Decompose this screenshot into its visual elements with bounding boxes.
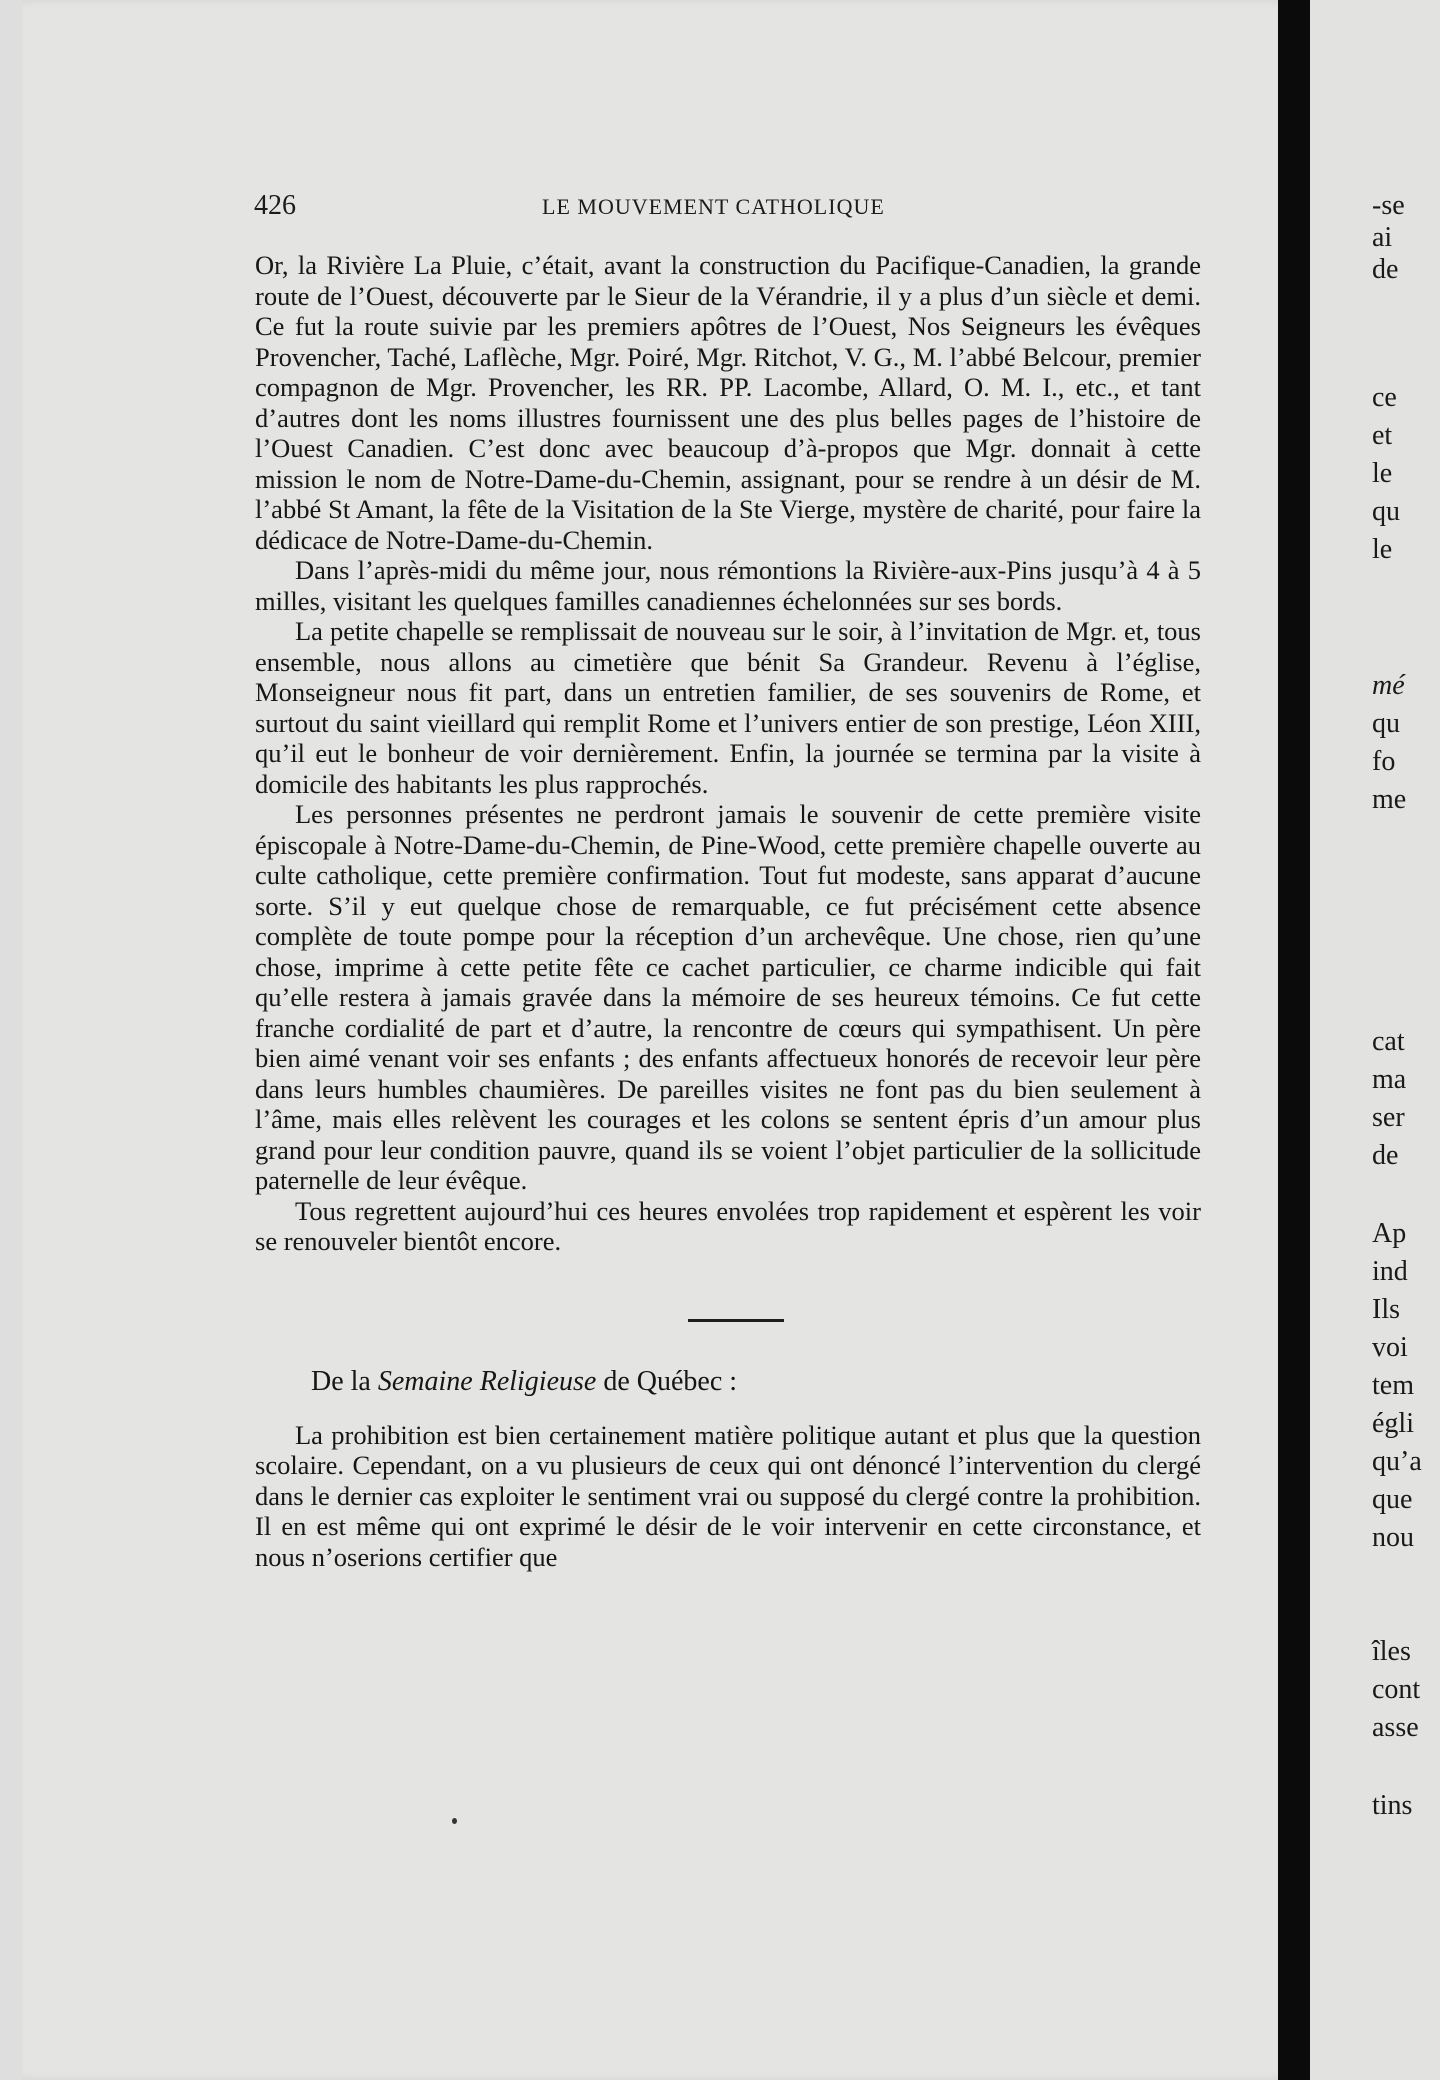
facing-fragment: ser bbox=[1372, 1102, 1405, 1133]
facing-fragment: mé bbox=[1372, 670, 1405, 701]
facing-fragment: fo bbox=[1372, 746, 1396, 777]
page-gutter bbox=[1278, 0, 1310, 2080]
body-text bbox=[255, 250, 1201, 1572]
facing-fragment: qu bbox=[1372, 708, 1400, 739]
paragraph: Les personnes présentes ne perdront jamais le souvenir de cette première visite épiscopale à Notre-Dame-du-Chemin, de Pine-Wood, cette première chapelle ouverte au culte catholique, cette première confirmation. Tout fut modeste, sans apparat d’aucune sorte. S’il y eut quelque chose de remarquable, ce fut précisément cette absence complète de toute pompe pour la réception d’un archevêque. Une chose, rien qu’une chose, imprime à cette petite fête ce cachet particulier, ce charme indicible qui fait qu’elle restera à jamais gravée dans la mémoire de ses heureux témoins. Ce fut cette franche cordialité de part et d’autre, la rencontre de cœurs qui sympathisent. Un père bien aimé venant voir ses enfants ; des enfants affectueux honorés de recevoir leur père dans leurs humbles chaumières. De pareilles visites ne font pas du bien seulement à l’âme, mais elles relèvent les courages et les colons se sentent épris d’un amour plus grand pour leur condition pauvre, quand ils se voient l’objet particulier de la sollicitude paternelle de leur évêque. bbox=[255, 799, 1201, 1195]
facing-fragment: ce bbox=[1372, 382, 1397, 413]
source-line bbox=[255, 1366, 1201, 1398]
document-page bbox=[22, 0, 1290, 2080]
ink-speck bbox=[452, 1818, 457, 1824]
facing-fragment: le bbox=[1372, 534, 1393, 565]
paragraph: Tous regrettent aujourd’hui ces heures envolées trop rapidement et espèrent les voir se renouveler bientôt encore. bbox=[255, 1195, 1201, 1256]
facing-fragment: de bbox=[1372, 1140, 1399, 1171]
section-divider bbox=[688, 1319, 784, 1322]
facing-fragment: ma bbox=[1372, 1064, 1407, 1095]
facing-fragment: nou bbox=[1372, 1522, 1414, 1553]
page-header bbox=[22, 190, 1290, 224]
facing-fragment: le bbox=[1372, 458, 1393, 489]
facing-fragment: Ap bbox=[1372, 1218, 1407, 1249]
paragraph: Dans l’après-midi du même jour, nous rémontions la Rivière-aux-Pins jusqu’à 4 à 5 milles, visitant les quelques familles canadiennes échelonnées sur ses bords. bbox=[255, 555, 1201, 616]
facing-fragment: qu bbox=[1372, 496, 1400, 527]
source-suffix: de Québec : bbox=[596, 1365, 738, 1397]
source-prefix: De la bbox=[311, 1365, 378, 1397]
facing-fragment: -se bbox=[1372, 190, 1405, 221]
facing-fragment: cont bbox=[1372, 1674, 1421, 1705]
facing-fragment: qu’a bbox=[1372, 1446, 1422, 1477]
page-number: 426 bbox=[254, 190, 296, 221]
facing-fragment: cat bbox=[1372, 1026, 1405, 1057]
publication-name: Semaine Religieuse bbox=[377, 1365, 597, 1397]
facing-fragment: Ils bbox=[1372, 1294, 1400, 1325]
facing-fragment: de bbox=[1372, 254, 1399, 285]
facing-fragment: voi bbox=[1372, 1332, 1408, 1363]
facing-fragment: que bbox=[1372, 1484, 1413, 1515]
running-title: LE MOUVEMENT CATHOLIQUE bbox=[542, 194, 885, 219]
facing-fragment: ai bbox=[1372, 222, 1393, 253]
facing-page bbox=[1310, 0, 1440, 2080]
facing-fragment: et bbox=[1372, 420, 1393, 451]
paragraph: Or, la Rivière La Pluie, c’était, avant la construction du Pacifique-Canadien, la grande route de l’Ouest, découverte par le Sieur de la Vérandrie, il y a plus d’un siècle et demi. Ce fut la route suivie par les premiers apôtres de l’Ouest, Nos Seigneurs les évêques Provencher, Taché, Laflèche, Mgr. Poiré, Mgr. Ritchot, V. G., M. l’abbé Belcour, premier compagnon de Mgr. Provencher, les RR. PP. Lacombe, Allard, O. M. I., etc., et tant d’autres dont les noms illustres fournissent une des plus belles pages de l’histoire de l’Ouest Canadien. C’est donc avec beaucoup d’à-propos que Mgr. donnait à cette mission le nom de Notre-Dame-du-Chemin, assignant, pour se rendre à un désir de M. l’abbé St Amant, la fête de la Visitation de la Ste Vierge, mystère de charité, pour faire la dédicace de Notre-Dame-du-Chemin. bbox=[255, 250, 1201, 555]
facing-fragment: tins bbox=[1372, 1790, 1413, 1821]
facing-fragment: tem bbox=[1372, 1370, 1414, 1401]
facing-fragment: îles bbox=[1372, 1636, 1411, 1667]
article-paragraph: La prohibition est bien certainement matière politique autant et plus que la question scolaire. Cependant, on a vu plusieurs de ceux qui ont dénoncé l’intervention du clergé dans le dernier cas exploiter le sentiment vrai ou supposé du clergé contre la prohibition. Il en est même qui ont exprimé le désir de le voir intervenir en cette circonstance, et nous n’oserions certifier que bbox=[255, 1419, 1201, 1572]
paragraph: La petite chapelle se remplissait de nouveau sur le soir, à l’invitation de Mgr. et, tous ensemble, nous allons au cimetière que bénit Sa Grandeur. Revenu à l’église, Monseigneur nous fit part, dans un entretien familier, de ses souvenirs de Rome, et surtout du saint vieillard qui remplit Rome et l’univers entier de son prestige, Léon XIII, qu’il eut le bonheur de voir dernièrement. Enfin, la journée se termina par la visite à domicile des habitants les plus rapprochés. bbox=[255, 616, 1201, 799]
facing-fragment: me bbox=[1372, 784, 1407, 815]
facing-fragment: ind bbox=[1372, 1256, 1408, 1287]
facing-fragment: égli bbox=[1372, 1408, 1414, 1439]
facing-fragment: asse bbox=[1372, 1712, 1419, 1743]
